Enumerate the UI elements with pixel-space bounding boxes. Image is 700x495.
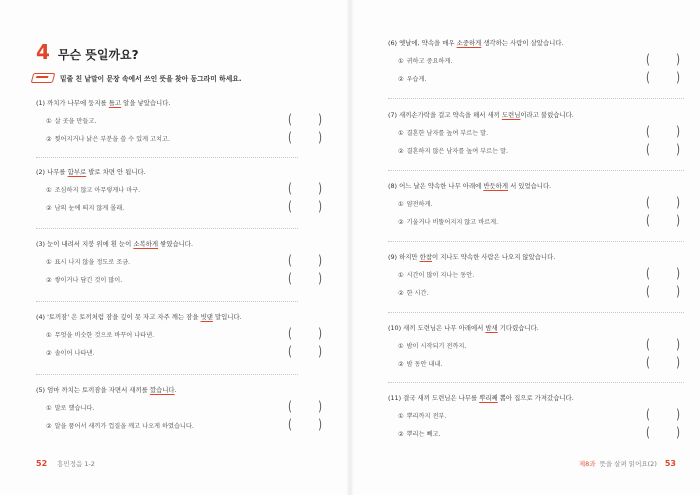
underlined-word: 소복하게	[133, 240, 159, 248]
answer-blank[interactable]: ( )	[288, 254, 322, 269]
answer-blank[interactable]: ( )	[646, 214, 680, 229]
question-stem: (11) 결국 새끼 도련님은 나무를 뿌리째 뽑아 집으로 가져갔습니다.	[388, 394, 574, 402]
option-1: ① 귀하고 중요하게. ( )	[398, 53, 680, 68]
option-1: ① 조심하지 않고 아무렇게나 마구. ( )	[46, 182, 322, 197]
option-2: ② 찢어지거나 낡은 부분을 쓸 수 있게 고치고. ( )	[46, 131, 322, 146]
underlined-word: 한참	[419, 253, 432, 261]
answer-blank[interactable]: ( )	[646, 426, 680, 441]
answer-blank[interactable]: ( )	[646, 196, 680, 211]
option-2: ② 솔이어 나타낸. ( )	[46, 345, 322, 360]
option-1: ① 말로 했습니다. ( )	[46, 400, 322, 415]
option-1: ① 시간이 많이 지나는 동안. ( )	[398, 267, 680, 282]
divider	[388, 312, 684, 313]
footer-title: 흥민정음 1-2	[57, 460, 95, 468]
right-footer	[579, 459, 676, 468]
question-6	[388, 38, 688, 84]
underlined-word: 깠습니다	[149, 386, 175, 394]
answer-blank[interactable]: ( )	[288, 418, 322, 433]
page-number: 52	[36, 459, 48, 468]
underlined-word: 소중하게	[456, 39, 482, 47]
question-11	[388, 393, 688, 439]
footer-title: 뜻을 살펴 읽어요(2)	[599, 460, 657, 468]
divider	[388, 382, 684, 383]
section-title: 무슨 뜻일까요?	[57, 48, 139, 62]
answer-blank[interactable]: ( )	[646, 71, 680, 86]
answer-blank[interactable]: ( )	[288, 345, 322, 360]
option-2: ② 알을 품어서 새끼가 껍질을 깨고 나오게 하였습니다. ( )	[46, 418, 322, 433]
answer-blank[interactable]: ( )	[646, 408, 680, 423]
option-2: ② 기울거나 비뚤어지지 않고 바르게. ( )	[398, 214, 680, 229]
underlined-word: 함부로	[67, 168, 87, 176]
question-stem: (8) 어느 날은 약속한 나무 아래에 반듯하게 서 있었습니다.	[388, 182, 552, 190]
question-stem: (6) 옛날에, 약속을 매우 소중하게 생각하는 사람이 살았습니다.	[388, 39, 564, 47]
question-9	[388, 252, 688, 298]
answer-blank[interactable]: ( )	[288, 113, 322, 128]
option-1: ① 밤이 시작되기 전까지. ( )	[398, 338, 680, 353]
answer-blank[interactable]: ( )	[288, 131, 322, 146]
question-7	[388, 110, 688, 156]
question-stem: (2) 나무를 함부로 발로 차면 안 됩니다.	[36, 168, 146, 176]
divider	[36, 374, 298, 375]
answer-blank[interactable]: ( )	[288, 400, 322, 415]
question-8	[388, 181, 688, 227]
answer-blank[interactable]: ( )	[288, 182, 322, 197]
question-3	[36, 239, 336, 285]
divider	[388, 170, 684, 171]
answer-blank[interactable]: ( )	[646, 125, 680, 140]
underlined-word: 반듯하게	[483, 182, 509, 190]
section-number: 4	[36, 40, 50, 64]
option-1: ① 표시 나지 않을 정도로 조금. ( )	[46, 254, 322, 269]
question-2	[36, 167, 336, 213]
divider	[36, 157, 298, 158]
question-stem: (3) 눈이 내려서 지붕 위에 흰 눈이 소복하게 쌓였습니다.	[36, 240, 193, 248]
question-stem: (10) 새끼 도련님은 나무 아래에서 밤새 기다렸습니다.	[388, 324, 539, 332]
answer-blank[interactable]: ( )	[288, 272, 322, 287]
option-1: ① 살 곳을 만들고. ( )	[46, 113, 322, 128]
option-2: ② 쌓이거나 담긴 것이 많이. ( )	[46, 272, 322, 287]
option-2: ② 우습게. ( )	[398, 71, 680, 86]
left-footer	[36, 459, 95, 468]
underlined-word: 빗댄	[200, 313, 213, 321]
question-stem: (4) '토끼잠' 은 토끼처럼 잠을 깊이 못 자고 자주 깨는 잠을 빗댄 말입니다.	[36, 313, 242, 321]
answer-blank[interactable]: ( )	[646, 143, 680, 158]
question-1	[36, 98, 336, 144]
question-stem: (9) 하지만 한참이 지나도 약속한 사람은 나오지 않았습니다.	[388, 253, 556, 261]
answer-blank[interactable]: ( )	[288, 200, 322, 215]
instruction-text: 밑줄 친 낱말이 문장 속에서 쓰인 뜻을 찾아 동그라미 하세요.	[60, 74, 242, 83]
right-page	[350, 0, 700, 495]
answer-blank[interactable]: ( )	[646, 285, 680, 300]
option-1: ① 뿌리까지 전부. ( )	[398, 408, 680, 423]
option-1: ① 무엇을 비슷한 것으로 바꾸어 나타낸. ( )	[46, 327, 322, 342]
page-number: 53	[664, 459, 676, 468]
section-header	[36, 40, 139, 64]
footer-chapter: 제8과	[578, 460, 596, 468]
option-2: ② 밤 동안 내내. ( )	[398, 356, 680, 371]
underlined-word: 밤새	[485, 324, 498, 332]
question-stem: (7) 새끼손가락을 걸고 약속을 해서 새끼 도련님이라고 불렀습니다.	[388, 111, 574, 119]
answer-blank[interactable]: ( )	[646, 53, 680, 68]
divider	[36, 301, 298, 302]
underlined-word: 도련님	[501, 111, 521, 119]
question-5	[36, 385, 336, 431]
option-2: ② 뿌리는 빼고. ( )	[398, 426, 680, 441]
answer-blank[interactable]: ( )	[646, 338, 680, 353]
divider	[388, 98, 684, 99]
divider	[36, 228, 298, 229]
option-1: ① 얌전하게. ( )	[398, 196, 680, 211]
pencil-tag-icon	[32, 72, 54, 83]
divider	[388, 241, 684, 242]
instruction	[32, 72, 241, 83]
option-2: ② 한 시간. ( )	[398, 285, 680, 300]
option-2: ② 남의 눈에 띄지 않게 몰래. ( )	[46, 200, 322, 215]
option-2: ② 결혼하지 않은 남자를 높여 부르는 말. ( )	[398, 143, 680, 158]
question-stem: (5) 엄마 까치는 토끼잠을 자면서 새끼를 깠습니다.	[36, 386, 177, 394]
question-4	[36, 312, 336, 358]
answer-blank[interactable]: ( )	[646, 267, 680, 282]
question-10	[388, 323, 688, 369]
underlined-word: 뿌리째	[479, 394, 498, 402]
question-stem: (1) 까치가 나무에 둥지를 틀고 알을 낳았습니다.	[36, 99, 171, 107]
underlined-word: 틀고	[108, 99, 122, 107]
option-1: ① 결혼한 남자를 높여 부르는 말. ( )	[398, 125, 680, 140]
answer-blank[interactable]: ( )	[646, 356, 680, 371]
answer-blank[interactable]: ( )	[288, 327, 322, 342]
